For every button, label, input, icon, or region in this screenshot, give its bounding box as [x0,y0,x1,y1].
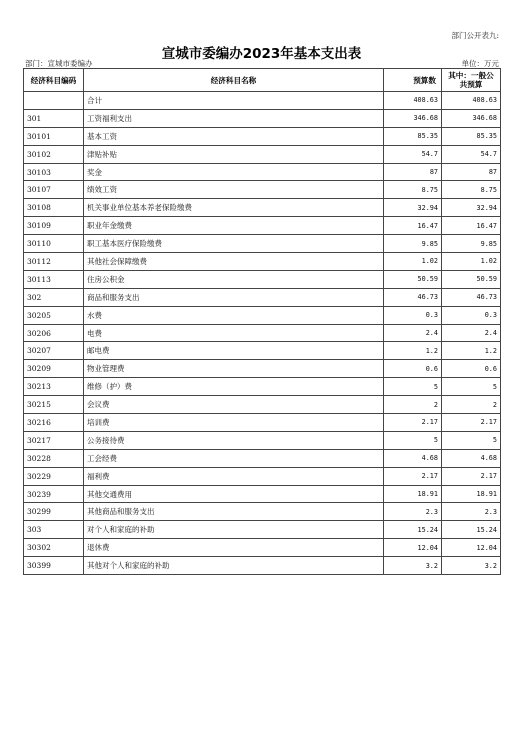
cell-budget: 2.4 [384,324,442,342]
table-row [24,414,501,432]
cell-code: 30399 [24,557,84,575]
table-row [24,396,501,414]
cell-budget: 1.2 [384,342,442,360]
cell-code: 30102 [24,145,84,163]
table-row [24,449,501,467]
cell-general-budget: 5 [442,378,501,396]
cell-name: 其他商品和服务支出 [84,503,384,521]
cell-general-budget: 8.75 [442,181,501,199]
table-header-row [24,69,501,92]
cell-general-budget: 2.4 [442,324,501,342]
cell-code: 30103 [24,163,84,181]
cell-name: 基本工资 [84,127,384,145]
cell-general-budget: 18.91 [442,485,501,503]
cell-budget: 2.17 [384,414,442,432]
column-header-name: 经济科目名称 [84,69,384,92]
table-row [24,199,501,217]
table-row [24,324,501,342]
cell-name: 邮电费 [84,342,384,360]
table-row [24,306,501,324]
cell-budget: 1.02 [384,253,442,271]
cell-code: 30113 [24,270,84,288]
cell-code: 30239 [24,485,84,503]
cell-general-budget: 4.68 [442,449,501,467]
cell-name: 物业管理费 [84,360,384,378]
cell-budget: 346.68 [384,109,442,127]
table-row [24,342,501,360]
cell-budget: 8.75 [384,181,442,199]
cell-budget: 85.35 [384,127,442,145]
cell-name: 维修（护）费 [84,378,384,396]
form-number: 部门公开表九: [451,31,499,40]
cell-code: 30108 [24,199,84,217]
cell-name: 水费 [84,306,384,324]
cell-name: 其他对个人和家庭的补助 [84,557,384,575]
table-row [24,539,501,557]
cell-budget: 3.2 [384,557,442,575]
cell-budget: 54.7 [384,145,442,163]
cell-code: 30209 [24,360,84,378]
table-row [24,217,501,235]
table-row [24,431,501,449]
cell-name: 津贴补贴 [84,145,384,163]
cell-general-budget: 46.73 [442,288,501,306]
cell-code: 30107 [24,181,84,199]
cell-name: 退休费 [84,539,384,557]
column-header-budget: 预算数 [384,69,442,92]
cell-code: 30299 [24,503,84,521]
cell-budget: 408.63 [384,92,442,110]
cell-code: 30206 [24,324,84,342]
cell-budget: 32.94 [384,199,442,217]
cell-name: 电费 [84,324,384,342]
cell-budget: 15.24 [384,521,442,539]
cell-name: 培训费 [84,414,384,432]
table-row [24,163,501,181]
cell-code: 30302 [24,539,84,557]
cell-code: 30213 [24,378,84,396]
cell-general-budget: 16.47 [442,217,501,235]
cell-budget: 2 [384,396,442,414]
cell-code: 30217 [24,431,84,449]
cell-budget: 16.47 [384,217,442,235]
column-header-general-budget: 其中：一般公共预算 [442,69,501,92]
cell-name: 工资福利支出 [84,109,384,127]
cell-name: 对个人和家庭的补助 [84,521,384,539]
cell-general-budget: 0.3 [442,306,501,324]
cell-name: 住房公积金 [84,270,384,288]
table-row [24,378,501,396]
cell-name: 其他交通费用 [84,485,384,503]
cell-name: 商品和服务支出 [84,288,384,306]
cell-name: 其他社会保障缴费 [84,253,384,271]
cell-name: 绩效工资 [84,181,384,199]
table-row [24,145,501,163]
cell-general-budget: 2.3 [442,503,501,521]
cell-general-budget: 1.02 [442,253,501,271]
table-row [24,467,501,485]
table-row [24,253,501,271]
cell-name: 福利费 [84,467,384,485]
cell-budget: 0.6 [384,360,442,378]
cell-name: 合计 [84,92,384,110]
cell-code: 302 [24,288,84,306]
cell-general-budget: 346.68 [442,109,501,127]
cell-code: 30101 [24,127,84,145]
table-row [24,270,501,288]
cell-general-budget: 15.24 [442,521,501,539]
table-row [24,109,501,127]
cell-name: 会议费 [84,396,384,414]
page-title: 宣城市委编办2023年基本支出表 [161,46,362,62]
cell-general-budget: 9.85 [442,235,501,253]
cell-code: 30207 [24,342,84,360]
budget-table [23,68,501,575]
cell-general-budget: 2 [442,396,501,414]
cell-code: 30205 [24,306,84,324]
cell-budget: 2.3 [384,503,442,521]
cell-general-budget: 5 [442,431,501,449]
cell-general-budget: 12.04 [442,539,501,557]
table-row [24,503,501,521]
cell-name: 公务接待费 [84,431,384,449]
table-row [24,92,501,110]
cell-code: 303 [24,521,84,539]
cell-general-budget: 2.17 [442,467,501,485]
table-row [24,521,501,539]
cell-name: 工会经费 [84,449,384,467]
cell-code: 30229 [24,467,84,485]
cell-budget: 50.59 [384,270,442,288]
cell-general-budget: 87 [442,163,501,181]
cell-general-budget: 2.17 [442,414,501,432]
cell-budget: 2.17 [384,467,442,485]
cell-code: 30228 [24,449,84,467]
table-row [24,127,501,145]
cell-name: 机关事业单位基本养老保险缴费 [84,199,384,217]
cell-general-budget: 3.2 [442,557,501,575]
cell-code: 30109 [24,217,84,235]
cell-general-budget: 50.59 [442,270,501,288]
table-row [24,485,501,503]
cell-general-budget: 1.2 [442,342,501,360]
column-header-code: 经济科目编码 [24,69,84,92]
cell-budget: 4.68 [384,449,442,467]
table-row [24,288,501,306]
cell-code: 301 [24,109,84,127]
cell-general-budget: 0.6 [442,360,501,378]
cell-budget: 5 [384,431,442,449]
cell-code: 30112 [24,253,84,271]
cell-budget: 9.85 [384,235,442,253]
cell-name: 奖金 [84,163,384,181]
table-row [24,181,501,199]
cell-budget: 46.73 [384,288,442,306]
cell-name: 职业年金缴费 [84,217,384,235]
cell-general-budget: 85.35 [442,127,501,145]
cell-code: 30216 [24,414,84,432]
cell-code: 30215 [24,396,84,414]
cell-code: 30110 [24,235,84,253]
cell-budget: 18.91 [384,485,442,503]
cell-name: 职工基本医疗保险缴费 [84,235,384,253]
table-row [24,235,501,253]
table-row [24,557,501,575]
cell-budget: 5 [384,378,442,396]
cell-budget: 12.04 [384,539,442,557]
cell-code [24,92,84,110]
department-label: 部门：宣城市委编办 [25,59,93,68]
table-body [24,92,501,575]
cell-general-budget: 54.7 [442,145,501,163]
cell-budget: 0.3 [384,306,442,324]
cell-general-budget: 408.63 [442,92,501,110]
cell-budget: 87 [384,163,442,181]
table-row [24,360,501,378]
cell-general-budget: 32.94 [442,199,501,217]
unit-label: 单位：万元 [461,59,499,68]
